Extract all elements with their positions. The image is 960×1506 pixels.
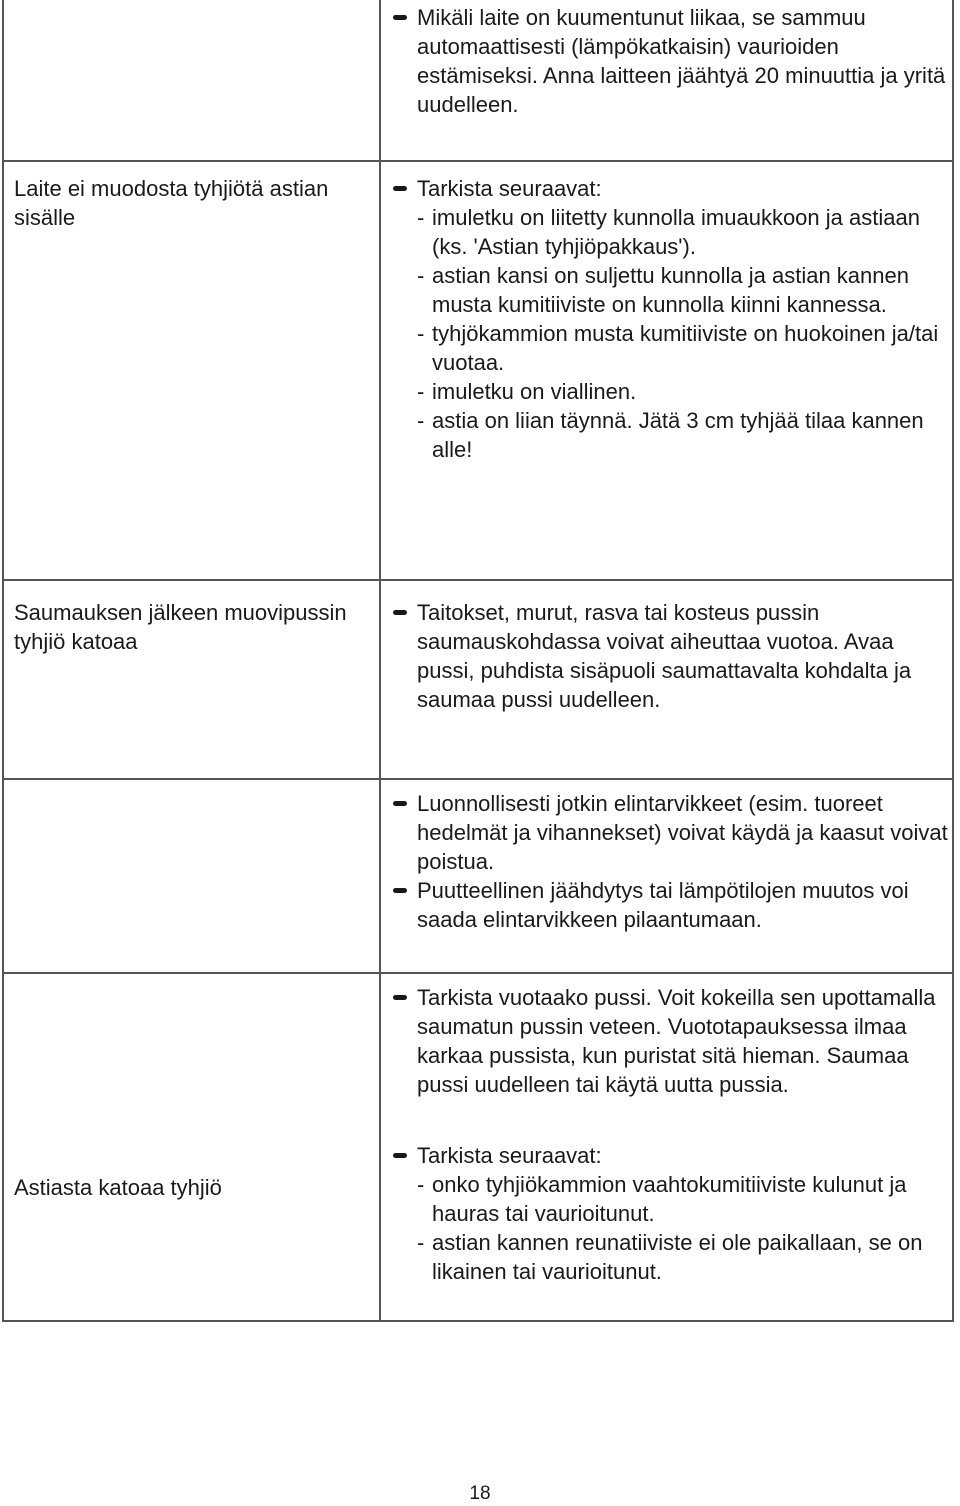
dash-marker: - xyxy=(417,1172,425,1197)
dash-marker: - xyxy=(417,321,425,346)
sub-item xyxy=(390,319,950,377)
sub-item-text: astian kannen reunatiiviste ei ole paikallaan, se on likainen tai vaurioitunut. xyxy=(432,1230,923,1284)
sub-item-text: tyhjökammion musta kumitiiviste on huokoinen ja/tai vuotaa. xyxy=(432,321,939,375)
sub-item-text: onko tyhjiökammion vaahtokumitiiviste kulunut ja hauras tai vaurioitunut. xyxy=(432,1172,907,1226)
solution-text: Puutteellinen jäähdytys tai lämpötilojen muutos voi saada elintarvikkeen pilaantumaan. xyxy=(417,878,909,932)
bullet-icon xyxy=(393,995,407,1000)
column-divider xyxy=(379,974,381,1322)
solution-text: Tarkista seuraavat: xyxy=(417,1143,602,1168)
dash-marker: - xyxy=(417,1230,425,1255)
sub-item-text: astian kansi on suljettu kunnolla ja astian kannen musta kumitiiviste on kunnolla kiinni kannessa. xyxy=(432,263,909,317)
dash-marker: - xyxy=(417,205,425,230)
solution-bullet xyxy=(390,3,950,119)
solution-text: Tarkista seuraavat: xyxy=(417,176,602,201)
solution-bullet xyxy=(390,174,950,203)
bullet-icon xyxy=(393,1153,407,1158)
bullet-icon xyxy=(393,186,407,191)
table-row xyxy=(4,579,952,778)
column-divider xyxy=(379,581,381,778)
bullet-icon xyxy=(393,15,407,20)
problem-cell: Astiasta katoaa tyhjiö xyxy=(14,1175,222,1200)
sub-item xyxy=(390,203,950,261)
table-row xyxy=(4,0,952,160)
sub-item-text: imuletku on viallinen. xyxy=(432,379,637,404)
dash-marker: - xyxy=(417,263,425,288)
sub-item xyxy=(390,406,950,464)
solution-cell xyxy=(390,983,950,1286)
sub-item xyxy=(390,1170,950,1228)
table-row xyxy=(4,972,952,1322)
sub-item-text: imuletku on liitetty kunnolla imuaukkoon ja astiaan (ks. 'Astian tyhjiöpakkaus'). xyxy=(432,205,920,259)
problem-cell: Saumauksen jälkeen muovipussin tyhjiö katoaa xyxy=(14,600,347,654)
solution-bullet xyxy=(390,598,950,714)
bullet-icon xyxy=(393,801,407,806)
troubleshooting-table xyxy=(2,0,954,1322)
sub-item xyxy=(390,1228,950,1286)
problem-cell: Laite ei muodosta tyhjiötä astian sisälle xyxy=(14,176,329,230)
sub-item-text: astia on liian täynnä. Jätä 3 cm tyhjää tilaa kannen alle! xyxy=(432,408,924,462)
solution-bullet xyxy=(390,789,950,876)
sub-item xyxy=(390,377,950,406)
solution-cell xyxy=(390,174,950,464)
page-number: 18 xyxy=(469,1483,491,1504)
solution-bullet xyxy=(390,876,950,934)
solution-cell xyxy=(390,598,950,714)
solution-text: Tarkista vuotaako pussi. Voit kokeilla sen upottamalla saumatun pussin veteen. Vuototapauksessa ilmaa karkaa pussista, kun puristat sitä hieman. Saumaa pussi uudelleen tai käytä uutta pussia. xyxy=(417,985,936,1097)
solution-text: Luonnollisesti jotkin elintarvikkeet (esim. tuoreet hedelmät ja vihannekset) voivat käydä ja kaasut voivat poistua. xyxy=(417,791,948,874)
solution-bullet xyxy=(390,983,950,1099)
solution-bullet xyxy=(390,1141,950,1170)
bullet-icon xyxy=(393,610,407,615)
column-divider xyxy=(379,162,381,579)
solution-cell xyxy=(390,3,950,119)
dash-marker: - xyxy=(417,379,425,404)
solution-cell xyxy=(390,789,950,934)
solution-text: Mikäli laite on kuumentunut liikaa, se sammuu automaattisesti (lämpökatkaisin) vaurioiden estämiseksi. Anna laitteen jäähtyä 20 minuuttia ja yritä uudelleen. xyxy=(417,5,946,117)
bullet-icon xyxy=(393,888,407,893)
solution-text: Taitokset, murut, rasva tai kosteus pussin saumauskohdassa voivat aiheuttaa vuotoa. Avaa pussi, puhdista sisäpuoli saumattavalta kohdalta ja saumaa pussi uudelleen. xyxy=(417,600,912,712)
sub-item xyxy=(390,261,950,319)
dash-marker: - xyxy=(417,408,425,433)
column-divider xyxy=(379,780,381,972)
table-row xyxy=(4,778,952,972)
table-row xyxy=(4,160,952,579)
column-divider xyxy=(379,0,381,160)
